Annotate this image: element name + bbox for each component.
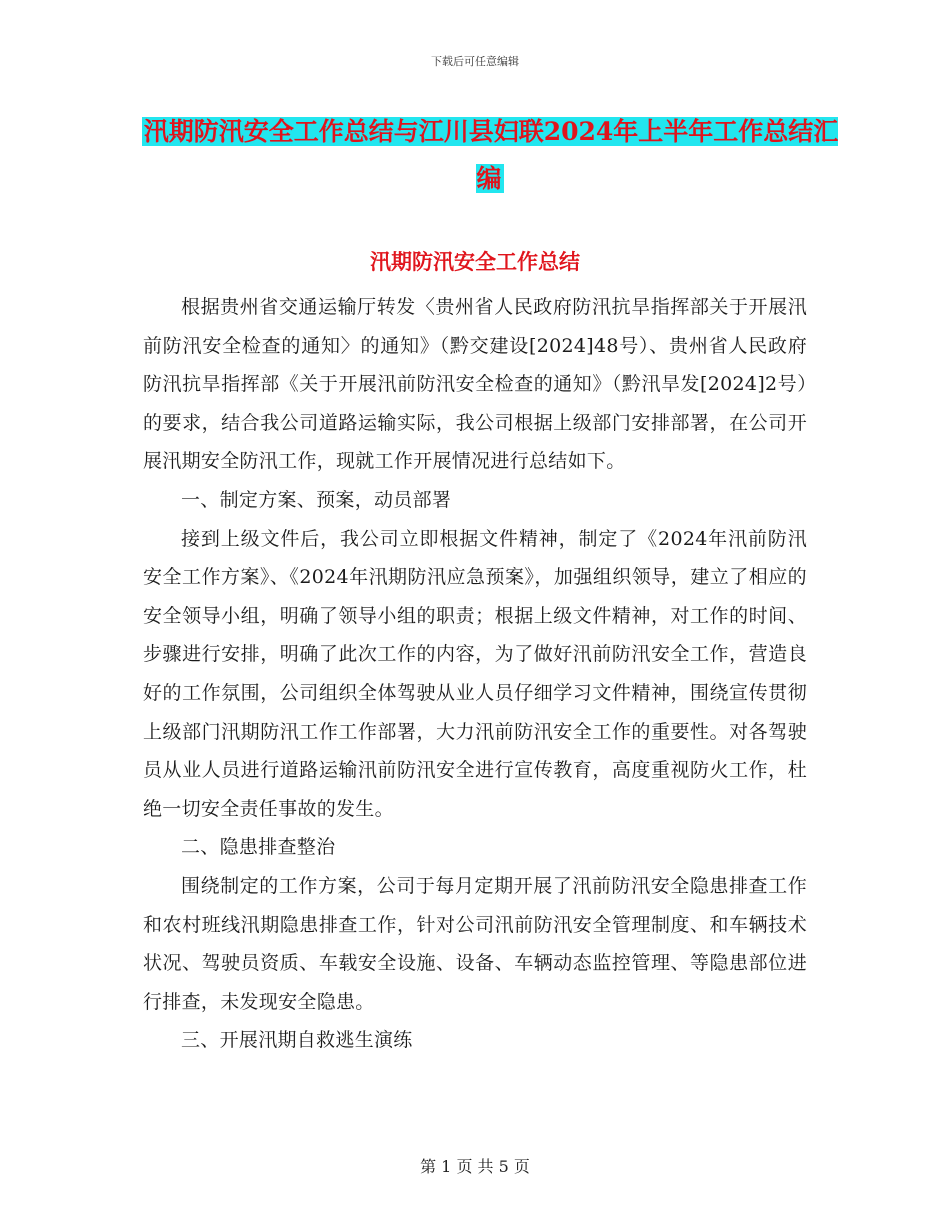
section-title: 汛期防汛安全工作总结 bbox=[370, 249, 580, 274]
document-title-text: 汛期防汛安全工作总结与江川县妇联2024年上半年工作总结汇编 bbox=[143, 117, 839, 193]
paragraph-heading: 一、制定方案、预案，动员部署 bbox=[181, 488, 452, 511]
header-note: 下载后可任意编辑 bbox=[431, 55, 519, 68]
page-number: 第 1 页 共 5 页 bbox=[420, 1157, 530, 1176]
paragraph: 根据贵州省交通运输厅转发〈贵州省人民政府防汛抗旱指挥部关于开展汛前防汛安全检查的通知〉的通知》（黔交建设[2024]48号）、贵州省人民政府防汛抗旱指挥部《关于开展汛前防汛安全检查的通知》（黔汛旱发[2024]2号）的要求，结合我公司道路运输实际，我公司根据上级部门安排部署，在公司开展汛期安全防汛工作，现就工作开展情况进行总结如下。 bbox=[143, 296, 807, 473]
document-title bbox=[140, 108, 840, 202]
paragraph-heading: 三、开展汛期自救逃生演练 bbox=[181, 1029, 413, 1052]
paragraph: 接到上级文件后，我公司立即根据文件精神，制定了《2024年汛前防汛安全工作方案》、《2024年汛期防汛应急预案》，加强组织领导，建立了相应的安全领导小组，明确了领导小组的职责；根据上级文件精神，对工作的时间、步骤进行安排，明确了此次工作的内容，为了做好汛前防汛安全工作，营造良好的工作氛围，公司组织全体驾驶从业人员仔细学习文件精神，围绕宣传贯彻上级部门汛期防汛工作工作部署，大力汛前防汛安全工作的重要性。对各驾驶员从业人员进行道路运输汛前防汛安全进行宣传教育，高度重视防火工作，杜绝一切安全责任事故的发生。 bbox=[143, 527, 807, 820]
document-body bbox=[143, 288, 807, 1060]
paragraph-heading: 二、隐患排查整治 bbox=[181, 836, 336, 859]
paragraph: 围绕制定的工作方案，公司于每月定期开展了汛前防汛安全隐患排查工作和农村班线汛期隐患排查工作，针对公司汛前防汛安全管理制度、和车辆技术状况、驾驶员资质、车载安全设施、设备、车辆动态监控管理、等隐患部位进行排查，未发现安全隐患。 bbox=[143, 874, 807, 1013]
